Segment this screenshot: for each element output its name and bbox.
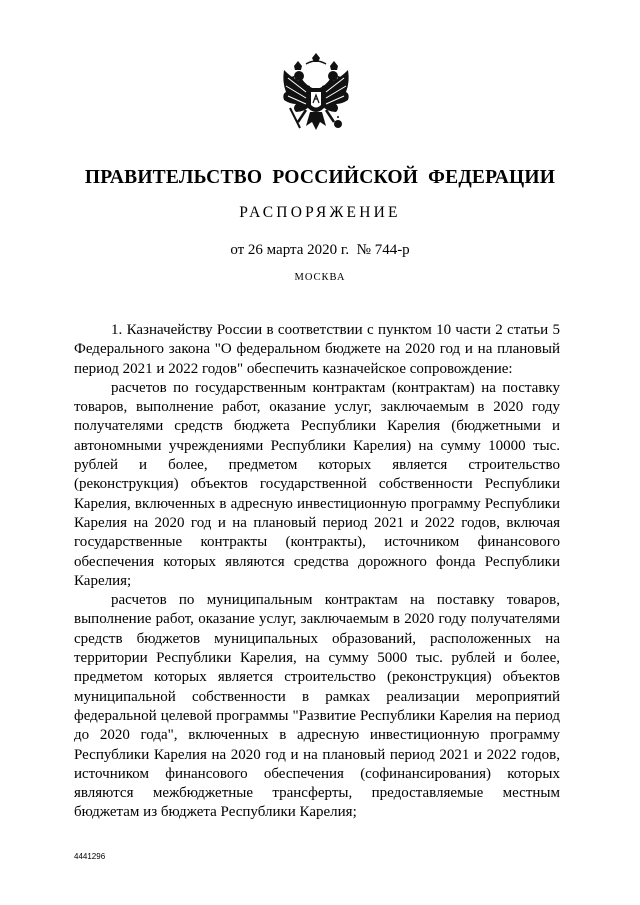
document-code: 4441296 [74,852,106,861]
paragraph-2: расчетов по государственным контрактам (контрактам) на поставку товаров, выполнение работ, оказание услуг, заключаемым в 2020 году получателями средств бюджета Республики Карелия (бюджетными и автономными учреждениями Республики Карелия) на сумму 10000 тыс. рублей и более, предметом которых является строительство (реконструкция) объектов государственной собственности Республики Карелия, включенных в адресную инвестиционную программу Республики Карелия на 2020 год и на плановый период 2021 и 2022 годов, включая государственные контракты (контракты), источником финансового обеспечения которых являются средства дорожного фонда Республики Карелия; [74,379,560,589]
paragraph-1: 1. Казначейству России в соответствии с пунктом 10 части 2 статьи 5 Федерального закона "О федеральном бюджете на 2020 год и на плановый период 2021 и 2022 годов" обеспечить казначейское сопровождение: [74,322,560,377]
document-type: РАСПОРЯЖЕНИЕ [239,204,401,221]
document-date-number: от 26 марта 2020 г. № 744-р [230,242,410,258]
document-city: МОСКВА [294,272,346,283]
government-title: ПРАВИТЕЛЬСТВО РОССИЙСКОЙ ФЕДЕРАЦИИ [84,167,556,188]
coat-of-arms-emblem [276,52,356,144]
document-body [74,321,560,823]
paragraph-3: расчетов по муниципальным контрактам на поставку товаров, выполнение работ, оказание услуг, заключаемым в 2020 году получателями средств бюджетов муниципальных образований, расположенных на территории Республики Карелия, на сумму 5000 тыс. рублей и более, предметом которых является строительство (реконструкция) объектов муниципальной собственности в рамках реализации мероприятий федеральной целевой программы "Развитие Республики Карелия на период до 2020 года", включенных в адресную инвестиционную программу Республики Карелия на 2020 год и на плановый период 2021 и 2022 годов, источником финансового обеспечения (софинансирования) которых являются межбюджетные трансферты, предоставляемые местным бюджетам из бюджета Республики Карелия; [74,592,560,821]
double-headed-eagle-icon [276,52,356,144]
